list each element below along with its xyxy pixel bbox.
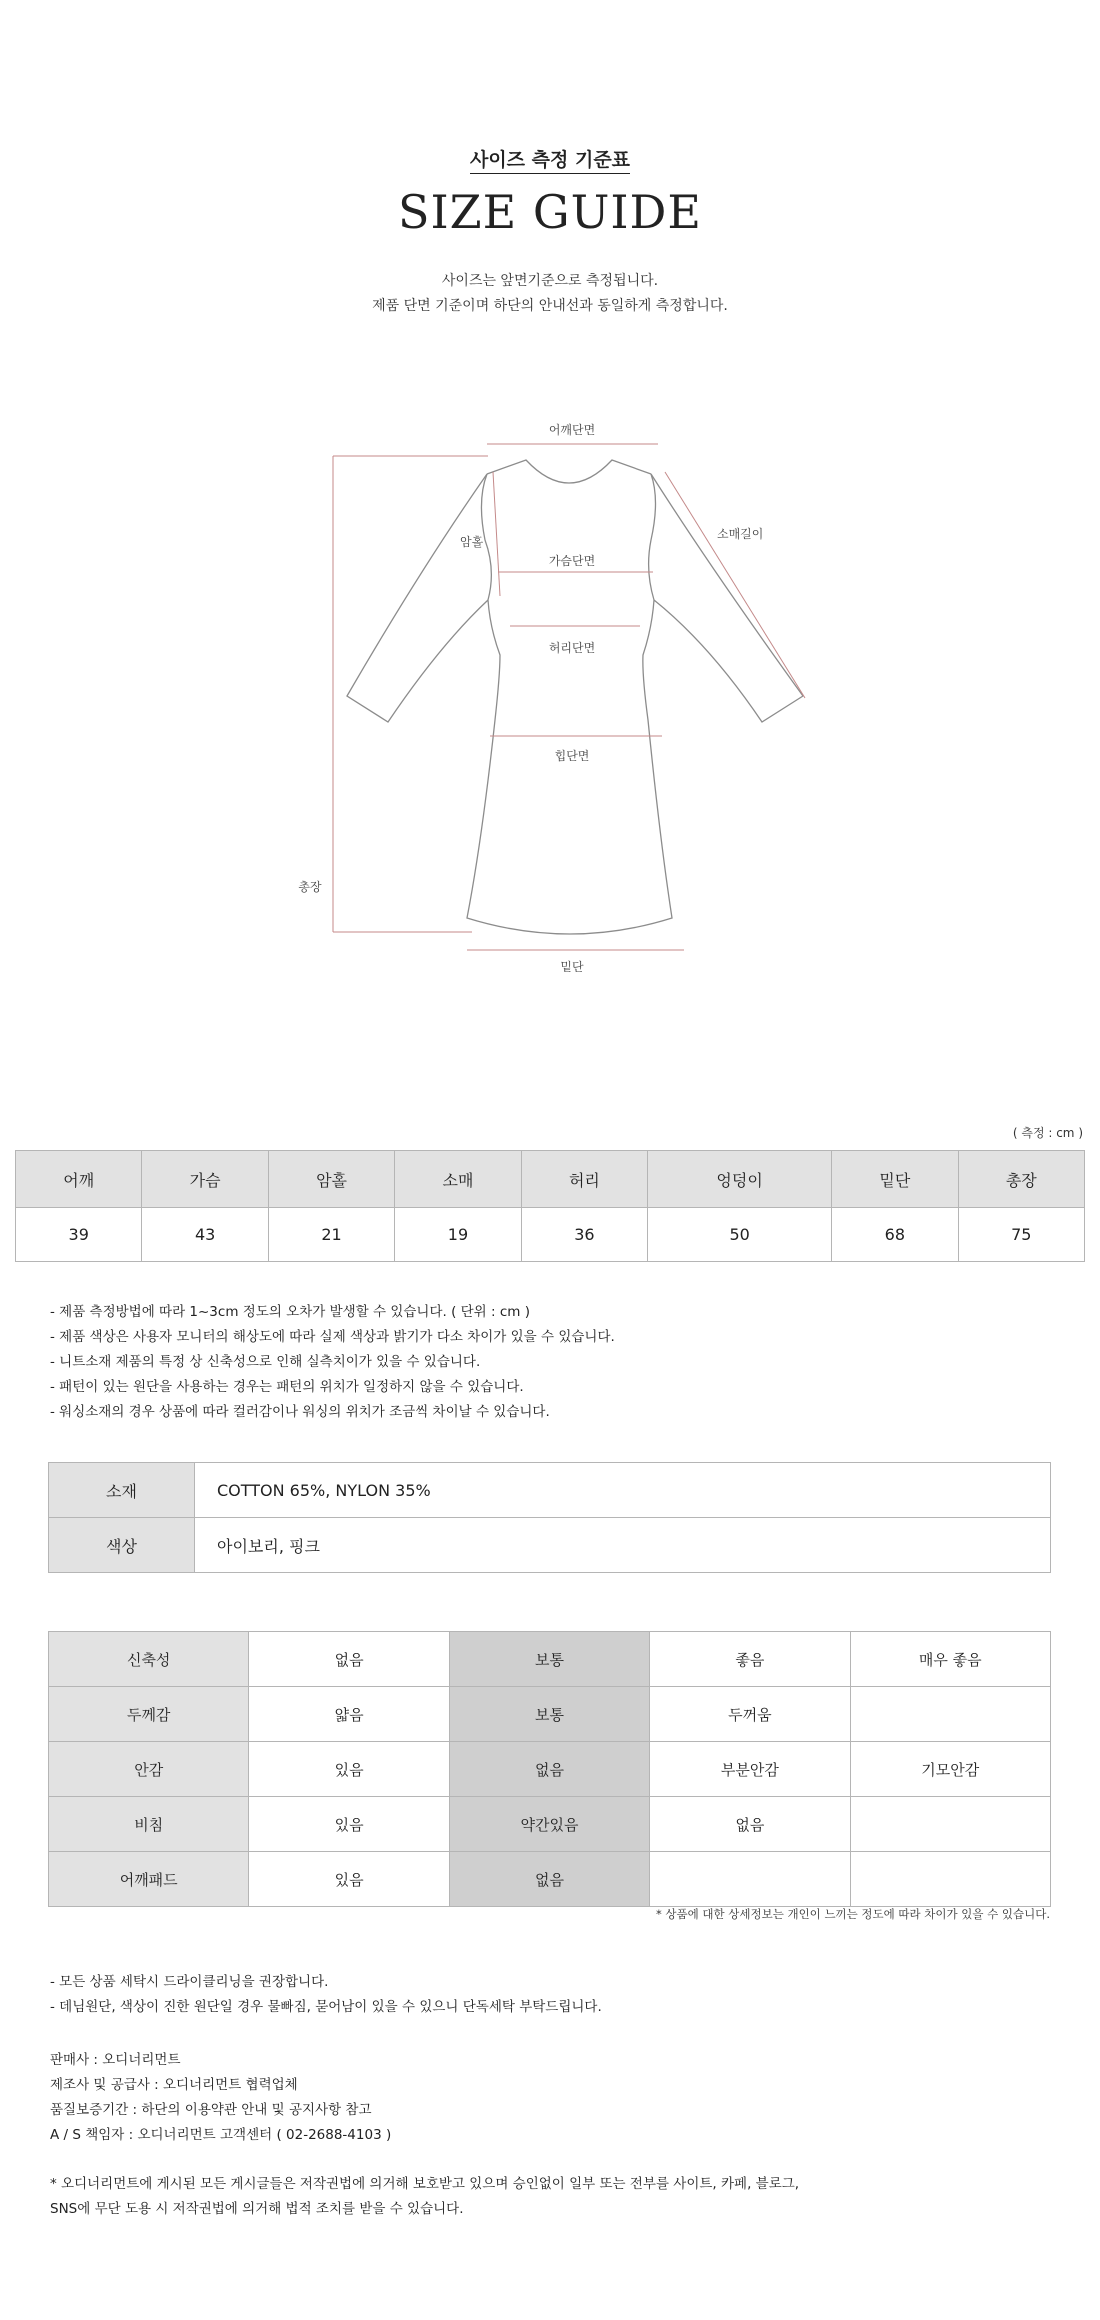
copyright-line: SNS에 무단 도용 시 저작권법에 의거해 법적 조치를 받을 수 있습니다. [50,2201,464,2217]
spec-option: 얇음 [249,1687,449,1742]
spec-option [850,1852,1050,1907]
seller-line: 판매사 : 오디너리먼트 [50,2052,181,2068]
color-value: 아이보리, 핑크 [195,1518,1051,1573]
size-header-cell: 총장 [958,1151,1084,1208]
sleeve-label: 소매길이 [717,527,764,541]
length-label: 총장 [298,880,322,894]
spec-label: 두께감 [49,1687,249,1742]
material-value: COTTON 65%, NYLON 35% [195,1463,1051,1518]
fabric-spec-table [48,1631,1051,1907]
spec-option: 두꺼움 [650,1687,850,1742]
size-header-cell: 허리 [521,1151,647,1208]
intro-line: 사이즈는 앞면기준으로 측정됩니다. [441,273,659,289]
chest-label: 가슴단면 [548,554,596,568]
waist-label: 허리단면 [548,641,596,655]
size-value-cell: 75 [958,1208,1084,1262]
color-row [49,1518,1051,1573]
size-value-cell: 19 [395,1208,521,1262]
note-line: - 제품 측정방법에 따라 1~3cm 정도의 오차가 발생할 수 있습니다. ( 단위 : cm ) [50,1304,530,1320]
spec-option [650,1852,850,1907]
material-label: 소재 [49,1463,195,1518]
spec-option: 부분안감 [650,1742,850,1797]
spec-label: 안감 [49,1742,249,1797]
spec-label: 어깨패드 [49,1852,249,1907]
armhole-label: 암홀 [460,535,484,549]
size-header-cell: 소매 [395,1151,521,1208]
size-value-cell: 36 [521,1208,647,1262]
note-line: - 패턴이 있는 원단을 사용하는 경우는 패턴의 위치가 일정하지 않을 수 있습니다. [50,1379,524,1395]
color-label: 색상 [49,1518,195,1573]
note-line: - 제품 색상은 사용자 모니터의 해상도에 따라 실제 색상과 밝기가 다소 차이가 있을 수 있습니다. [50,1329,615,1345]
spec-option: 기모안감 [850,1742,1050,1797]
copyright-line: * 오디너리먼트에 게시된 모든 게시글들은 저작권법에 의거해 보호받고 있으며 승인없이 일부 또는 전부를 사이트, 카페, 블로그, [50,2176,800,2192]
spec-option: 매우 좋음 [850,1632,1050,1687]
dress-measurement-diagram [0,400,1100,980]
size-value-cell: 21 [268,1208,394,1262]
care-line: - 모든 상품 세탁시 드라이클리닝을 권장합니다. [50,1974,329,1990]
hem-label: 밑단 [560,960,584,974]
intro-line: 제품 단면 기준이며 하단의 안내선과 동일하게 측정합니다. [372,298,728,314]
size-header-cell: 엉덩이 [648,1151,832,1208]
size-value-cell: 50 [648,1208,832,1262]
spec-option: 있음 [249,1797,449,1852]
spec-option-selected: 보통 [449,1687,649,1742]
measure-lines [333,444,805,950]
spec-row [49,1797,1051,1852]
shoulder-label: 어깨단면 [548,423,596,437]
unit-note: ( 측정 : cm ) [1012,1126,1083,1140]
copyright-notice [50,2172,799,2222]
spec-option-selected: 보통 [449,1632,649,1687]
spec-option [850,1687,1050,1742]
spec-option-selected: 약간있음 [449,1797,649,1852]
sleeve-line [665,472,805,698]
spec-option [850,1797,1050,1852]
spec-option: 있음 [249,1852,449,1907]
size-value-cell: 43 [142,1208,268,1262]
size-table-value-row [16,1208,1085,1262]
seller-line: 품질보증기간 : 하단의 이용약관 안내 및 공지사항 참고 [50,2102,372,2118]
note-line: - 워싱소재의 경우 상품에 따라 컬러감이나 워싱의 위치가 조금씩 차이날 수 있습니다. [50,1404,550,1420]
size-header-cell: 가슴 [142,1151,268,1208]
spec-label: 신축성 [49,1632,249,1687]
note-line: - 니트소재 제품의 특정 상 신축성으로 인해 실측치이가 있을 수 있습니다. [50,1354,481,1370]
size-header-cell: 밑단 [832,1151,958,1208]
seller-line: A / S 책임자 : 오디너리먼트 고객센터 ( 02-2688-4103 ) [50,2127,392,2143]
material-table [48,1462,1051,1573]
page-title-korean: 사이즈 측정 기준표 [0,145,1100,172]
seller-line: 제조사 및 공급사 : 오디너리먼트 협력업체 [50,2077,298,2093]
spec-option: 없음 [650,1797,850,1852]
spec-option-selected: 없음 [449,1852,649,1907]
spec-row [49,1687,1051,1742]
spec-note: * 상품에 대한 상세정보는 개인이 느끼는 정도에 따라 차이가 있을 수 있습니다. [656,1907,1050,1921]
page-title-english: SIZE GUIDE [398,185,702,239]
spec-row [49,1632,1051,1687]
armhole-line [493,472,500,596]
seller-info [50,2048,391,2148]
spec-option-selected: 없음 [449,1742,649,1797]
spec-option: 있음 [249,1742,449,1797]
size-table-header-row [16,1151,1085,1208]
size-header-cell: 암홀 [268,1151,394,1208]
hip-label: 힙단면 [554,749,590,763]
measurement-notes [50,1300,615,1425]
spec-row [49,1742,1051,1797]
size-table [15,1150,1085,1262]
spec-row [49,1852,1051,1907]
care-notes [50,1970,602,2020]
material-row [49,1463,1051,1518]
care-line: - 데님원단, 색상이 진한 원단일 경우 물빠짐, 묻어남이 있을 수 있으니 단독세탁 부탁드립니다. [50,1999,602,2015]
spec-option: 없음 [249,1632,449,1687]
size-value-cell: 68 [832,1208,958,1262]
size-header-cell: 어깨 [16,1151,142,1208]
spec-option: 좋음 [650,1632,850,1687]
spec-label: 비침 [49,1797,249,1852]
size-value-cell: 39 [16,1208,142,1262]
